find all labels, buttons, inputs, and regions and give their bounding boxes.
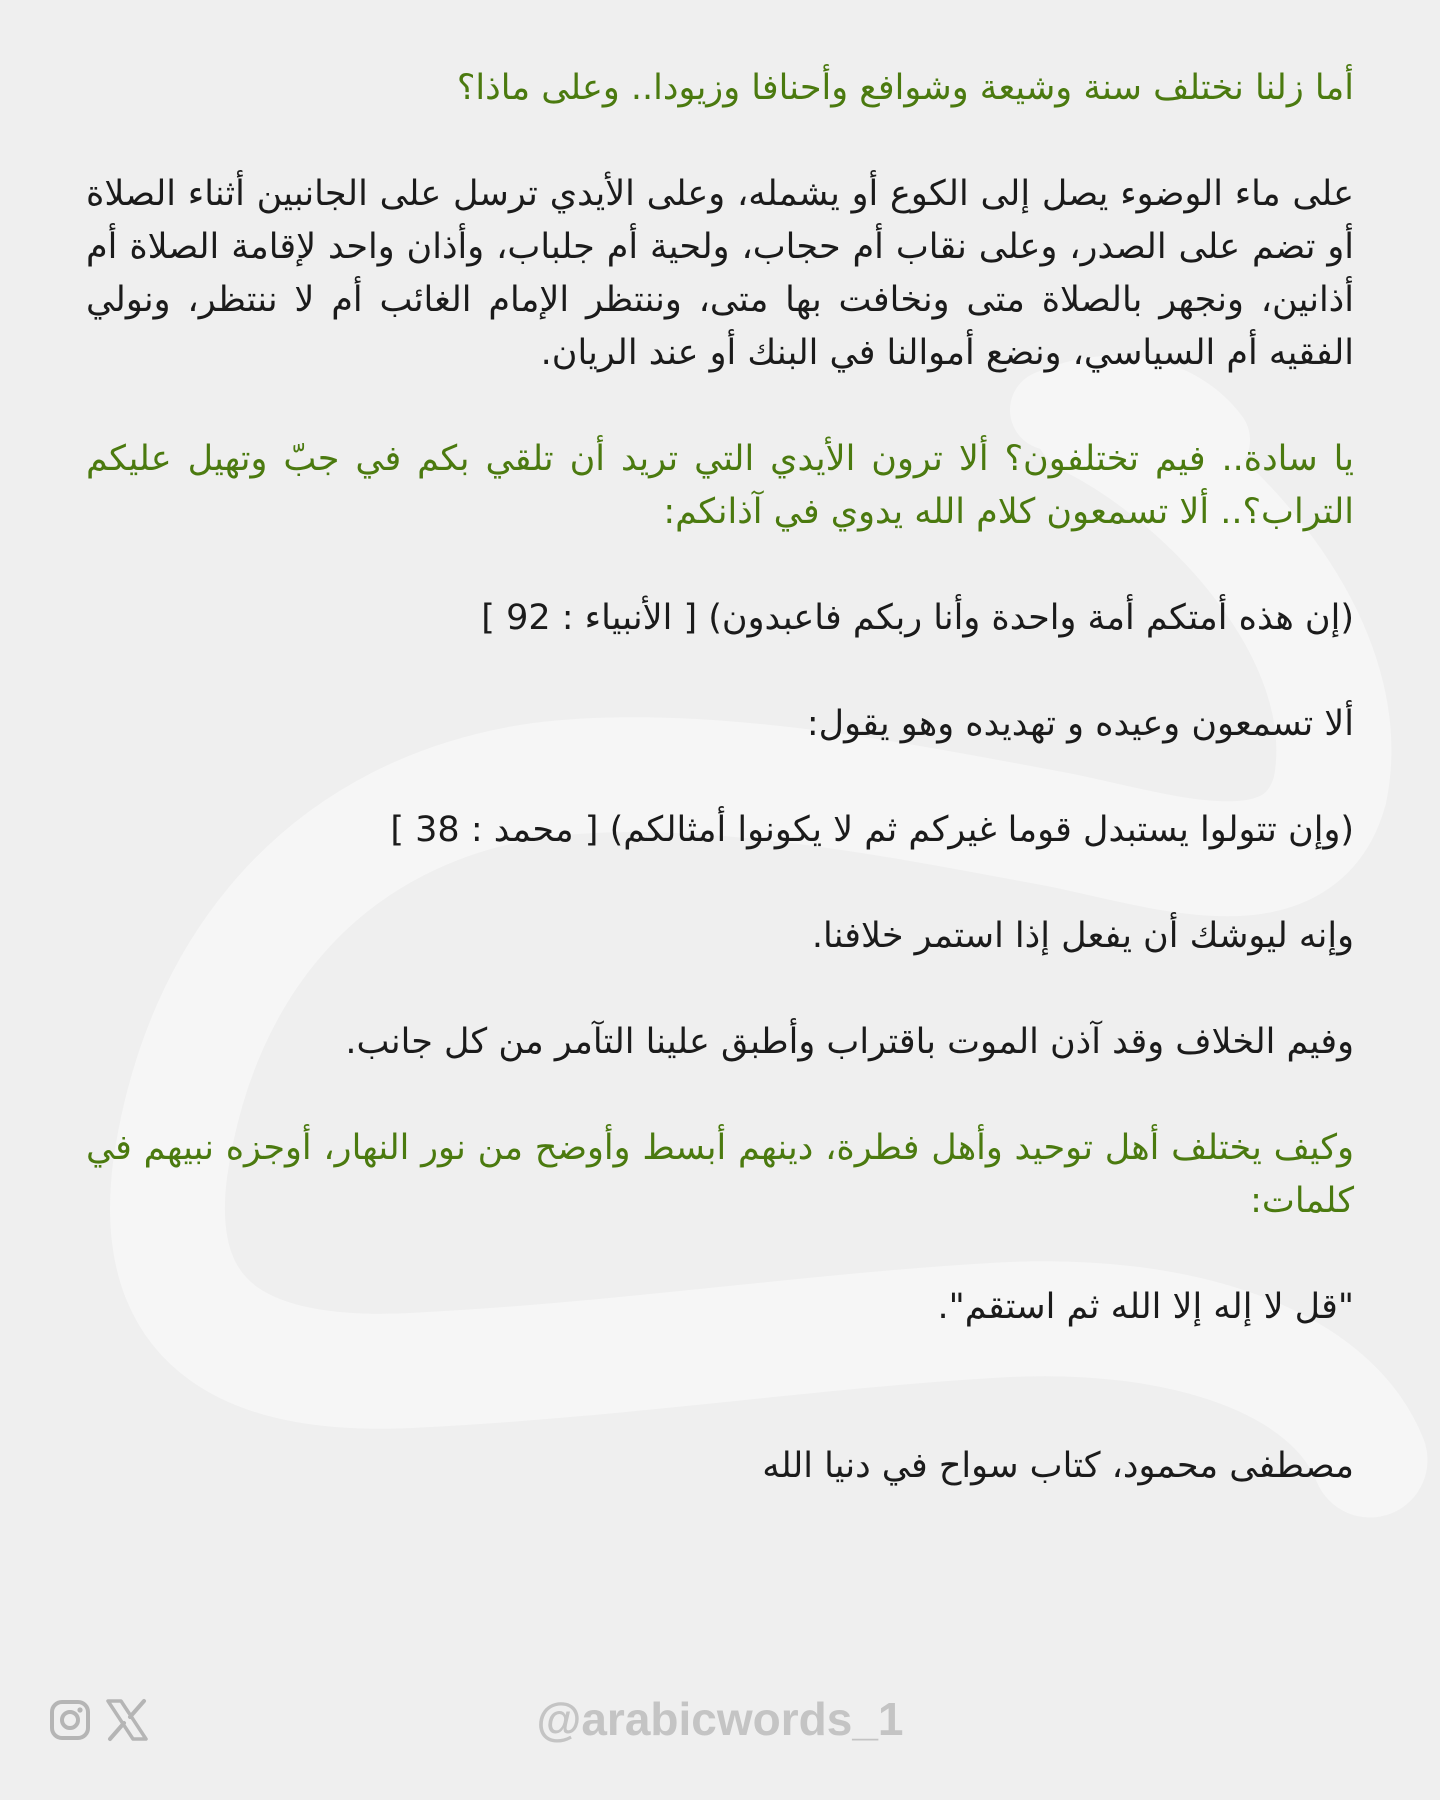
warning-intro: ألا تسمعون وعيده و تهديده وهو يقول: <box>806 704 1354 744</box>
unity-question: وكيف يختلف أهل توحيد وأهل فطرة، دينهم أبسط وأوضح من نور النهار، أوجزه نبيهم في كلمات: <box>86 1128 1354 1221</box>
attribution: مصطفى محمود، كتاب سواح في دنيا الله <box>762 1446 1354 1486</box>
warning-statement: وإنه ليوشك أن يفعل إذا استمر خلافنا. <box>811 916 1354 956</box>
appeal-paragraph: يا سادة.. فيم تختلفون؟ ألا ترون الأيدي التي تريد أن تلقي بكم في جبّ وتهيل عليكم التراب؟.. ألا تسمعون كلام الله يدوي في آذانكم: <box>86 439 1354 532</box>
intro-question: أما زلنا نختلف سنة وشيعة وشوافع وأحنافا وزيودا.. وعلى ماذا؟ <box>456 68 1354 108</box>
quran-verse-anbiya: (إن هذه أمتكم أمة واحدة وأنا ربكم فاعبدون) [ الأنبياء : 92 ] <box>481 598 1354 638</box>
account-handle: @arabicwords_1 <box>536 1693 904 1745</box>
footer <box>0 1686 1440 1756</box>
death-statement: وفيم الخلاف وقد آذن الموت باقتراب وأطبق علينا التآمر من كل جانب. <box>345 1022 1354 1062</box>
quran-verse-muhammad: (وإن تتولوا يستبدل قوما غيركم ثم لا يكونوا أمثالكم) [ محمد : 38 ] <box>390 810 1354 850</box>
differences-paragraph: على ماء الوضوء يصل إلى الكوع أو يشمله، وعلى الأيدي ترسل على الجانبين أثناء الصلاة أو تضم على الصدر، وعلى نقاب أم حجاب، ولحية أم جلباب، وأذان واحد لإقامة الصلاة أم أذانين، ونجهر بالصلاة متى ونخافت بها متى، وننتظر الإمام الغائب أم لا ننتظر، ونولي الفقيه أم السياسي، ونضع أموالنا في البنك أو عند الريان. <box>86 174 1354 373</box>
hadith-quote: "قل لا إله إلا الله ثم استقم". <box>937 1287 1354 1327</box>
article <box>86 62 1354 1493</box>
